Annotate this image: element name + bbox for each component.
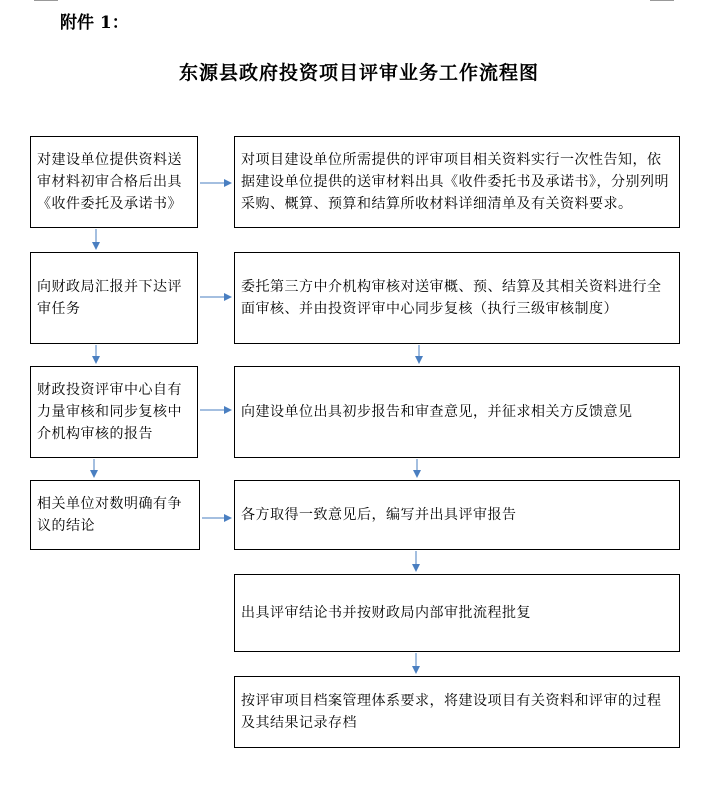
right-step-6-text: 按评审项目档案管理体系要求，将建设项目有关资料和评审的过程及其结果记录存档 — [241, 693, 662, 731]
left-step-2-text: 向财政局汇报并下达评审任务 — [37, 279, 182, 317]
right-step-2-text: 委托第三方中介机构审核对送审概、预、结算及其相关资料进行全面审核、并由投资评审中心同步复核（执行三级审核制度） — [241, 279, 662, 317]
right-step-3-text: 向建设单位出具初步报告和审查意见，并征求相关方反馈意见 — [241, 404, 633, 420]
left-step-1-text: 对建设单位提供资料送审材料初审合格后出具《收件委托及承诺书》 — [37, 152, 182, 212]
page-title: 东源县政府投资项目评审业务工作流程图 — [178, 62, 539, 84]
left-step-3-text: 财政投资评审中心自有力量审核和同步复核中介机构审核的报告 — [37, 382, 182, 442]
right-step-1-text: 对项目建设单位所需提供的评审项目相关资料实行一次性告知，依据建设单位提供的送审材料出具《收件委托书及承诺书》，分别列明采购、概算、预算和结算所收材料详细清单及有关资料要求。 — [241, 152, 669, 212]
attachment-label: 附件 1： — [60, 13, 129, 33]
right-step-4-text: 各方取得一致意见后，编写并出具评审报告 — [241, 507, 517, 523]
right-step-5-text: 出具评审结论书并按财政局内部审批流程批复 — [241, 605, 531, 621]
left-step-4-text: 相关单位对数明确有争议的结论 — [37, 496, 182, 534]
